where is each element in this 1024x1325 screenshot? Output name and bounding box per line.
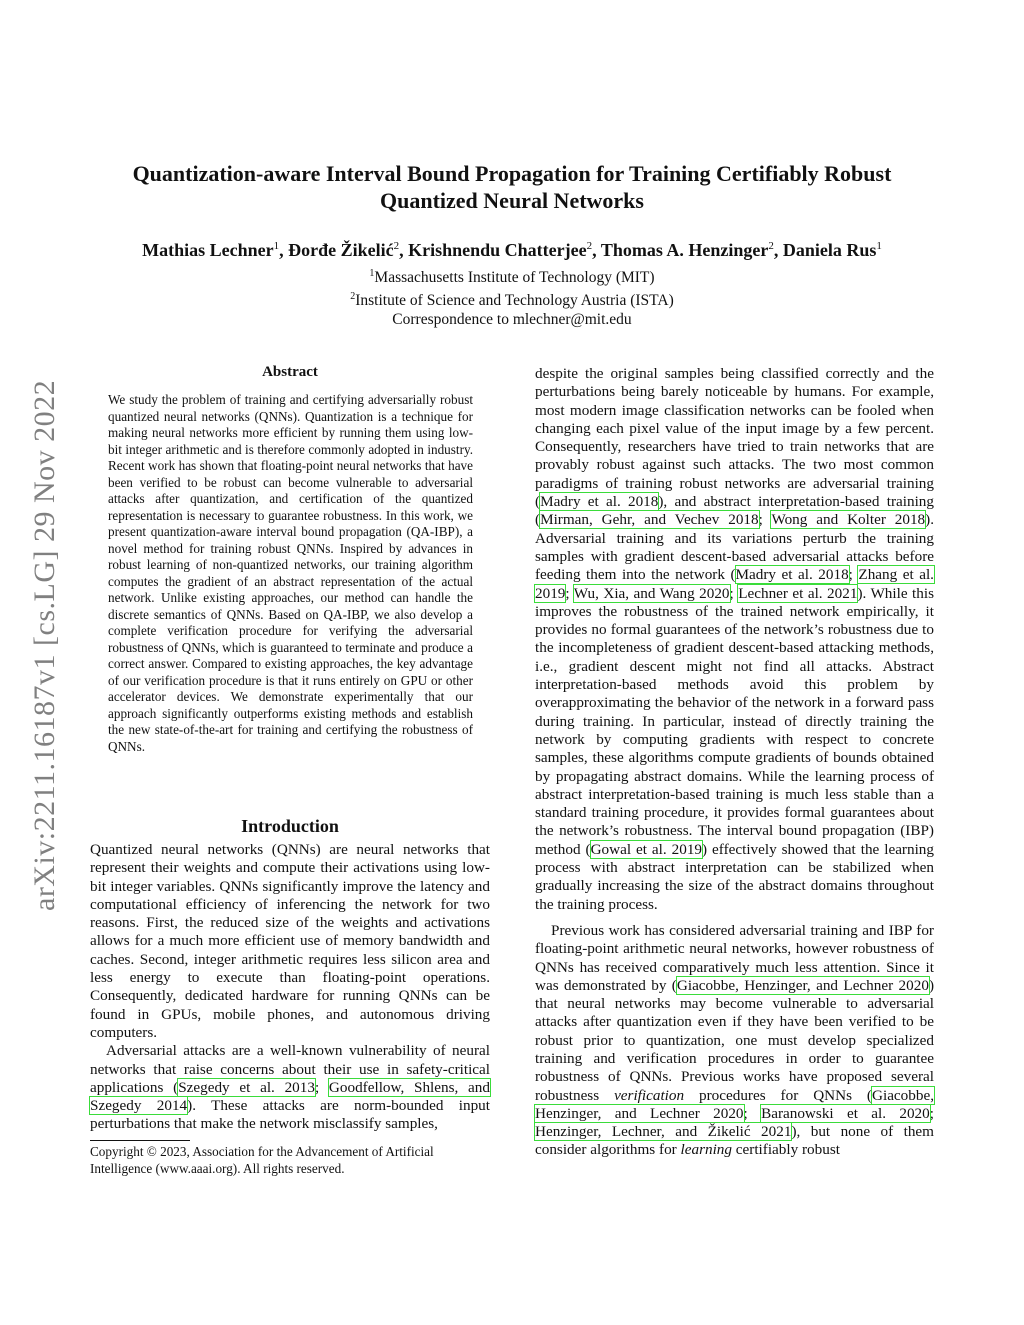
citation-link[interactable]: Giacobbe, Henzinger, and Lechner 2020 [535,1086,934,1122]
text-run: ). Adversarial training and its variations perturb the training samples with gradient descent-based adversarial attacks before feeding them into the network ( [535,511,934,584]
text-run: ) that neural networks may become vulnerable to adversarial attacks after quantization even if they have been verified to be robust prior to quantization, one must develop specialized training and verification procedures in order to guarantee robustness of QNNs. Previous works have proposed several robustness [535,976,934,1104]
text-run: ), and abstract interpretation-based training ( [535,493,934,529]
text-run: procedures for QNNs ( [684,1086,872,1104]
emphasis: learning [680,1141,732,1159]
right-paragraph-1 [535,365,934,914]
citation-link[interactable]: Baranowski et al. 2020 [761,1104,930,1122]
text-run: ). These attacks are norm-bounded input perturbations that make the network misclassify samples, [90,1097,490,1133]
author: Mathias Lechner [142,240,274,260]
author: Krishnendu Chatterjee [408,240,587,260]
text-run: ). While this improves the robustness of the trained network empirically, it provides no formal guarantees of the network’s robustness due to the incompleteness of gradient descent-based attacking methods, i.e., gradient descent might not find all attacks. Abstract interpretation-based methods avoid this problem by overapproximating the behavior of the network in a forward pass during training. In particular, instead of directly training the network by computing gradients with respect to concrete samples, these algorithms compute gradients of bounds obtained by propagating abstract domains. While the learning process of abstract interpretation-based training is much less stable than a standard training procedure, it provides formal guarantees about the network’s robustness. The interval bound propagation (IBP) method ( [535,584,934,858]
text-run: ; [729,584,739,602]
author-affiliation-mark: 1 [876,240,882,252]
affiliation-number: 2 [350,291,356,303]
author: Thomas A. Henzinger [600,240,769,260]
citation-link[interactable]: Wu, Xia, and Wang 2020 [573,584,730,602]
citation-link[interactable]: Madry et al. 2018 [540,493,659,511]
author-affiliation-mark: 1 [273,240,280,252]
citation-link[interactable]: Giacobbe, Henzinger, and Lechner 2020 [676,976,929,994]
affiliation-line [200,264,824,287]
affiliation-text: Massachusetts Institute of Technology (MIT) [374,269,655,287]
correspondence: Correspondence to mlechner@mit.edu [392,311,632,329]
paper-title [90,160,934,214]
affiliation-number: 1 [369,268,375,279]
text-run: ) effectively showed that the learning process with abstract interpretation can be stabilized when gradually increasing the size of the abstract domains throughout the training process. [535,840,934,913]
affiliation-line [200,287,824,310]
intro-paragraph-1: Quantized neural networks (QNNs) are neural networks that represent their weights and compute their activations using low-bit integer variables. QNNs significantly improve the latency and computational efficiency of inferencing the network for two reasons. First, the reduced size of the weights and activations allows for a much more efficient use of memory bandwidth and caches. Second, integer arithmetic requires less silicon area and less energy to execute than floating-point operations. Consequently, dedicated hardware for running QNNs can be found in GPUs, mobile phones, and autonomous driving computers. [90,841,490,1041]
citation-link[interactable]: Zhang et al. 2019 [535,566,934,602]
arxiv-identifier: arXiv:2211.16187v1 [cs.LG] 29 Nov 2022 [28,379,61,911]
author: Đorđe Žikelić [288,240,394,260]
right-paragraph-2 [535,922,934,1160]
citation-link[interactable]: Lechner et al. 2021 [738,584,858,602]
text-run: ; [314,1078,329,1096]
text-run: ; [929,1104,934,1122]
text-run: Previous work has considered adversarial training and IBP for floating-point arithmetic neural networks, however robustness of QNNs has received comparatively much less attention. Since it was demonstrated by ( [535,921,934,994]
text-run: despite the original samples being classified correctly and the perturbations being barely noticeable by humans. For example, most modern image classification networks can be fooled when changing each pixel value of the input image by a few percent. Consequently, researchers have tried to train networks that are provably robust against such attacks. The two most common paradigms of training robust networks are adversarial training ( [535,365,934,511]
affiliations [200,264,824,329]
citation-link[interactable]: Madry et al. 2018 [735,566,849,584]
intro-paragraph-2 [90,1042,490,1133]
text-run: Adversarial attacks are a well-known vulnerability of neural networks that raise concerns about their use in safety-critical applications ( [90,1042,490,1096]
abstract-body: We study the problem of training and certifying adversarially robust quantized neural networks (QNNs). Quantization is a technique for making neural networks more efficient by running them using low-bit integer arithmetic and is therefore commonly adopted in industry. Recent work has shown that floating-point neural networks that have been verified to be robust can become vulnerable to adversarial attacks after quantization, and certification of the quantized representation is necessary to guarantee robustness. In this work, we present quantization-aware interval bound propagation (QA-IBP), a novel method for training robust QNNs. Inspired by advances in robust learning of non-quantized networks, our training algorithm computes the gradient of an abstract representation of the actual network. Unlike existing approaches, our method can handle the discrete semantics of QNNs. Based on QA-IBP, we also develop a complete verification procedure for verifying the adversarial robustness of QNNs, which is guaranteed to terminate and produce a correct answer. Compared to existing approaches, the key advantage of our verification procedure is that it runs entirely on GPU or other accelerator devices. We demonstrate experimentally that our approach significantly outperforms existing methods and establish the new state-of-the-art for training and certifying the robustness of QNNs. [108,392,473,754]
text-run: ; [848,566,859,584]
introduction-heading: Introduction [241,816,339,836]
footnote-rule [90,1140,190,1141]
author-affiliation-mark: 2 [768,240,774,252]
author: Daniela Rus [782,240,877,260]
author-affiliation-mark: 2 [393,240,400,252]
introduction-left-column [90,841,490,1134]
text-run: ; [565,584,574,602]
citation-link[interactable]: Szegedy et al. 2013 [178,1078,315,1096]
copyright-footnote: Copyright © 2023, Association for the Advancement of Artificial Intelligence (www.aaai.org). All rights reserved. [90,1144,434,1176]
citation-link[interactable]: Gowal et al. 2019 [590,840,703,858]
title-line-2: Quantized Neural Networks [380,188,644,213]
abstract-heading: Abstract [262,364,318,380]
author-affiliation-mark: 2 [586,240,593,252]
title-line-1: Quantization-aware Interval Bound Propagation for Training Certifiably Robust [132,161,892,186]
text-run: certifiably robust [731,1141,840,1159]
citation-link[interactable]: Mirman, Gehr, and Vechev 2018 [540,511,759,529]
author-list: Mathias Lechner$^1$, Đorđe Žikelić$^2$, Krishnendu Chatterjee$^2$, Thomas A. Henzinger$^2$, Daniela Rus$^1$ [142,240,882,260]
citation-link[interactable]: Goodfellow, Shlens, and Szegedy 2014 [90,1078,490,1115]
right-column [535,365,934,1160]
text-run: ; [743,1104,762,1122]
citation-link[interactable]: Wong and Kolter 2018 [771,511,926,529]
emphasis: verification [614,1086,685,1104]
affiliation-text: Institute of Science and Technology Austria (ISTA) [355,292,674,310]
text-run: ; [758,511,772,529]
text-run: ), but none of them consider algorithms for [535,1123,934,1159]
citation-link[interactable]: Henzinger, Lechner, and Žikelić 2021 [535,1123,792,1141]
